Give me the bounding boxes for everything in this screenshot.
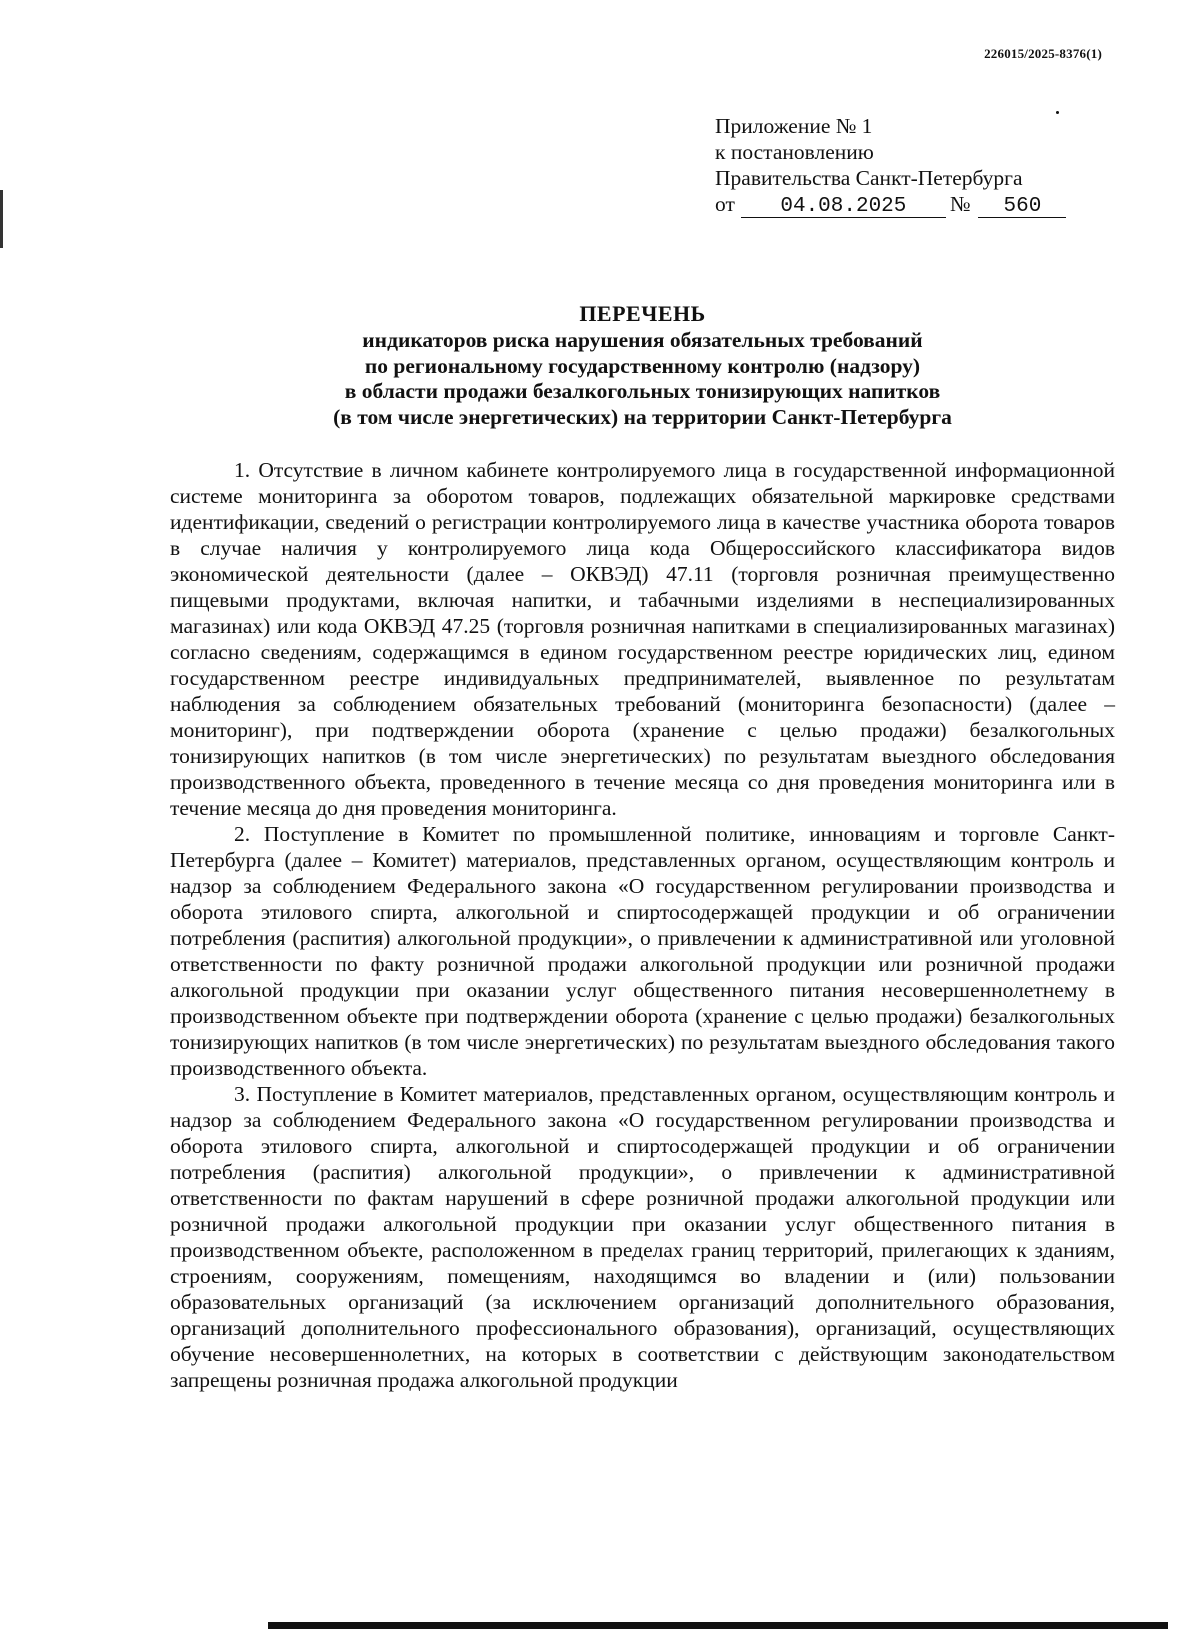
paragraph-item-3: 3. Поступление в Комитет материалов, представленных органом, осуществляющим контроль и надзор за соблюдением Федерального закона «О государственном регулировании производства и оборота этилового спирта, алкогольной и спиртосодержащей продукции и об ограничении потребления (распития) алкогольной продукции», о привлечении к административной ответственности по фактам нарушений в сфере розничной продажи алкогольной продукции или розничной продажи алкогольной продукции при оказании услуг общественного питания в производственном объекте, расположенном в пределах границ территорий, прилегающих к зданиям, строениям, сооружениям, помещениям, находящимся во владении и (или) пользовании образовательных организаций (за исключением организаций дополнительного образования, организаций дополнительного профессионального образования), организаций, осуществляющих обучение несовершеннолетних, на которых в соответствии с действующим законодательством запрещены розничная продажа алкогольной продукции: [170, 1082, 1115, 1392]
attachment-line-3: Правительства Санкт-Петербурга: [715, 166, 1023, 190]
decree-number: 560: [978, 197, 1066, 218]
heading-subline: в области продажи безалкогольных тонизирующих напитков: [344, 379, 941, 403]
attachment-line-2: к постановлению: [715, 140, 874, 164]
heading-subline: по региональному государственному контролю (надзору): [364, 353, 921, 378]
attachment-line-1: Приложение № 1: [715, 114, 873, 138]
scan-edge-mark: [0, 190, 3, 248]
document-body: [170, 457, 1115, 1393]
document-id: 226015/2025-8376(1): [984, 46, 1102, 61]
paragraph-item-2: 2. Поступление в Комитет по промышленной политике, инновациям и торговле Санкт-Петербурга (далее – Комитет) материалов, представленных органом, осуществляющим контроль и надзор за соблюдением Федерального закона «О государственном регулировании производства и оборота этилового спирта, алкогольной и спиртосодержащей продукции и об ограничении потребления (распития) алкогольной продукции», о привлечении к административной или уголовной ответственности по факту розничной продажи алкогольной продукции или розничной продажи алкогольной продукции при оказании услуг общественного питания несовершеннолетнему в производственном объекте при подтверждении оборота (хранение с целью продажи) безалкогольных тонизирующих напитков (в том числе энергетических) по результатам выездного обследования такого производственного объекта.: [170, 822, 1115, 1080]
date-prefix: от: [715, 192, 735, 216]
heading-subline: (в том числе энергетических) на территории Санкт-Петербурга: [333, 404, 952, 429]
heading-subline: индикаторов риска нарушения обязательных требований: [362, 328, 923, 352]
document-title: ПЕРЕЧЕНЬ: [579, 301, 706, 326]
number-prefix: №: [949, 192, 971, 216]
document-heading: [170, 302, 1115, 430]
paragraph-item-1: 1. Отсутствие в личном кабинете контролируемого лица в государственной информационной системе мониторинга за оборотом товаров, подлежащих обязательной маркировке средствами идентификации, сведений о регистрации контролируемого лица в качестве участника оборота товаров в случае наличия у контролируемого лица кода Общероссийского классификатора видов экономической деятельности (далее – ОКВЭД) 47.11 (торговля розничная преимущественно пищевыми продуктами, включая напитки, и табачными изделиями в неспециализированных магазинах) или кода ОКВЭД 47.25 (торговля розничная напитками в специализированных магазинах) согласно сведениям, содержащимся в едином государственном реестре юридических лиц, едином государственном реестре индивидуальных предпринимателей, выявленное по результатам наблюдения за соблюдением обязательных требований (мониторинга безопасности) (далее – мониторинг), при подтверждении оборота (хранение с целью продажи) безалкогольных тонизирующих напитков (в том числе энергетических) по результатам выездного обследования производственного объекта, проведенного в течение месяца со дня проведения мониторинга или в течение месяца до дня проведения мониторинга.: [170, 458, 1115, 820]
attachment-date-line: [715, 191, 1066, 218]
decree-date: 04.08.2025: [741, 197, 946, 218]
scan-bottom-edge: [268, 1622, 1168, 1629]
attachment-block: [715, 113, 1066, 218]
